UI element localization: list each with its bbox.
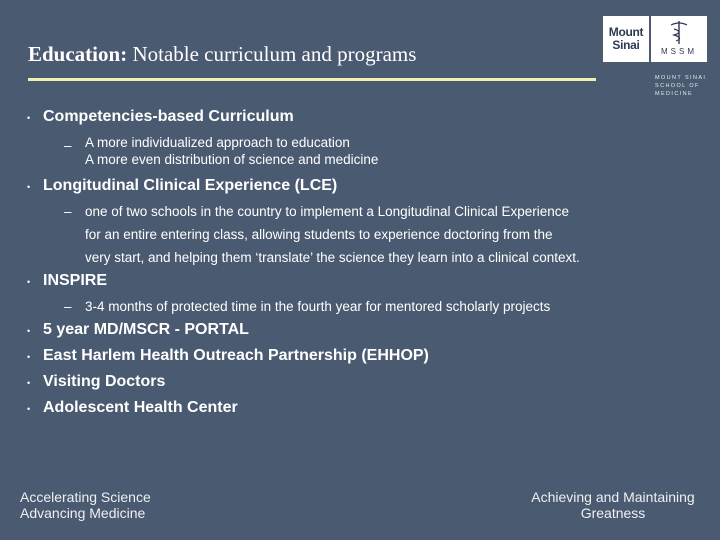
footer-tagline-right: Achieving and Maintaining Greatness (531, 489, 695, 521)
bullet-icon: • (27, 113, 31, 123)
bullet-icon: • (27, 326, 31, 336)
dash-icon: – (64, 204, 72, 219)
bullet-icon: • (27, 378, 31, 388)
dash-icon: – (64, 299, 72, 314)
mount-sinai-logo (603, 16, 707, 98)
logo-initials: MSSM (661, 47, 697, 56)
footer-tagline-left: Accelerating Science Advancing Medicine (20, 489, 151, 521)
logo-school-name: MOUNT SINAI SCHOOL OF MEDICINE (655, 75, 707, 97)
logo-seal (651, 16, 707, 62)
caduceus-icon (667, 19, 691, 45)
bullet-icon: • (27, 352, 31, 362)
logo-mount: Mount (608, 25, 644, 39)
dash-icon: – (64, 138, 72, 153)
bullet-icon: • (27, 182, 31, 192)
title-underline (28, 78, 596, 81)
logo-sinai: Sinai (612, 38, 640, 52)
slide-title (28, 42, 416, 67)
title-lead: Education: (28, 42, 128, 66)
slide: Education: Notable curriculum and programs Mount Sinai MSSM MOUNT SINAI SCHOOL OF MEDICINE • Competencies-based Curriculum – A more individualized approach to education A more even distribution of science and medicine • Longitudinal Clinical Experience (LCE) – one of two schools in the country to implement a Longitudinal Clinical Experience for an entire entering class, allowing students to experience doctoring from the very start, and helping them ‘translate’ the science they learn into a clinical context. • INSPIRE – 3-4 months of protected time in the fourth year for mentored scholarly projects • 5 year MD/MSCR - PORTAL • East Harlem Health Outreach Partnership (EHHOP) • Visiting Doctors • Adolescent Health Center Accelerating Science Advancing Medicine Achieving and Maintaining Greatness (0, 0, 720, 540)
logo-wordmark (603, 16, 649, 62)
title-rest: Notable curriculum and programs (132, 42, 417, 66)
bullet-icon: • (27, 404, 31, 414)
bullet-icon: • (27, 277, 31, 287)
